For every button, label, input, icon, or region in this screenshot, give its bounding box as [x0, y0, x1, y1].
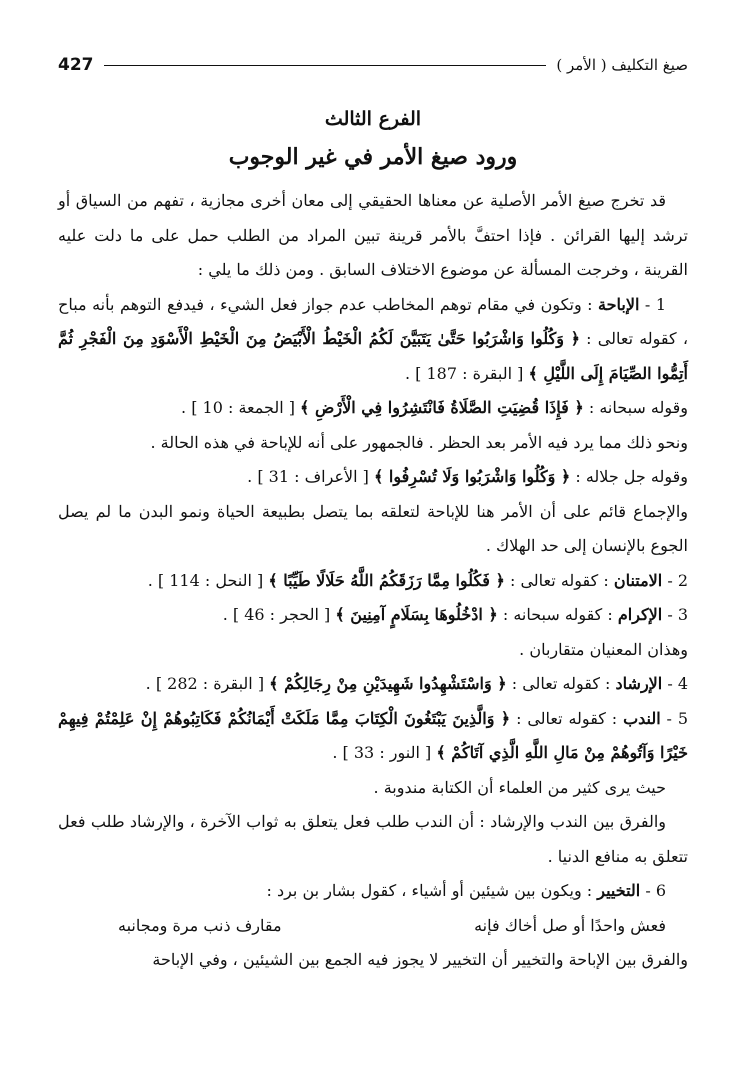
item-term: الإرشاد [615, 674, 663, 693]
verse-reference: [ الجمعة : 10 ] . [181, 398, 301, 417]
item-irshad [58, 667, 688, 702]
quran-verse: ﴿ ادْخُلُوهَا بِسَلَامٍ آمِنِينَ ﴾ [335, 605, 498, 624]
item-number: 1 - [639, 294, 666, 314]
header-rule [104, 65, 547, 66]
poem-hemistich-first: فعش واحدًا أو صل أخاك فإنه [474, 915, 666, 935]
item-text: : كقوله تعالى : [504, 570, 614, 590]
item-term: الندب [623, 708, 661, 728]
quran-verse: ﴿ وَكُلُوا وَاشْرَبُوا وَلَا تُسْرِفُوا ﴾ [373, 467, 571, 486]
item-term: الامتنان [613, 570, 663, 590]
running-title: صيغ التكليف ( الأمر ) [556, 56, 688, 74]
intro-paragraph: قد تخرج صيغ الأمر الأصلية عن معناها الحقيقي إلى معان أخرى مجازية ، تفهم من السياق أو ترشد إليها القرائن . فإذا احتفَّ بالأمر قرينة تبين المراد من الطلب حمل على ما دلت عليه القرينة ، وخرجت المسألة عن موضوع الاختلاف السابق . ومن ذلك ما يلي : [58, 191, 688, 279]
running-header [58, 52, 688, 78]
poem-verse [58, 909, 688, 944]
quran-verse: ﴿ وَكُلُوا وَاشْرَبُوا حَتَّىٰ يَتَبَيَّنَ لَكُمُ الْخَيْطُ الْأَبْيَضُ مِنَ الْخَيْطِ الْأَسْوَدِ مِنَ الْفَجْرِ ثُمَّ أَتِمُّوا الصِّيَامَ إِلَى اللَّيْلِ ﴾ [58, 329, 688, 383]
item-text: وقوله جل جلاله : [570, 467, 688, 486]
item-number: 3 - [662, 605, 688, 624]
quran-verse: ﴿ وَاسْتَشْهِدُوا شَهِيدَيْنِ مِنْ رِجَالِكُمْ ﴾ [269, 674, 507, 693]
section-title: ورود صيغ الأمر في غير الوجوب [228, 144, 518, 170]
item-imtinan [58, 564, 688, 599]
poem-hemistich-second: مقارف ذنب مرة ومجانبه [118, 915, 282, 935]
quran-verse: ﴿ وَالَّذِينَ يَبْتَغُونَ الْكِتَابَ مِمَّا مَلَكَتْ أَيْمَانُكُمْ فَكَاتِبُوهُمْ إِنْ عَلِمْتُمْ فِيهِمْ خَيْرًا وَآتُوهُمْ مِنْ مَالِ اللَّهِ الَّذِي آتَاكُمْ ﴾ [58, 708, 688, 762]
paragraph-ijma: والإجماع قائم على أن الأمر هنا للإباحة لتعلقه بما يتصل بطبيعة الحياة ونمو البدن ما لم يصل الجوع بالإنسان إلى حد الهلاك . [58, 501, 688, 555]
paragraph-note-muqarib: وهذان المعنيان متقاربان . [519, 639, 688, 659]
item-term: التخيير [597, 881, 641, 900]
paragraph-jumua [58, 391, 688, 426]
item-number: 5 - [660, 708, 689, 728]
item-ikram [58, 598, 688, 633]
paragraph-note-kitaba: حيث يرى كثير من العلماء أن الكتابة مندوبة . [373, 777, 666, 797]
verse-reference: [ النور : 33 ] . [332, 743, 437, 762]
paragraph-farq-takhyir: والفرق بين الإباحة والتخيير أن التخيير لا يجوز فيه الجمع بين الشيئين ، وفي الإباحة [152, 950, 688, 969]
item-text: : كقوله تعالى : [510, 708, 624, 728]
item-text: : كقوله سبحانه : [497, 605, 618, 624]
verse-reference: [ النحل : 114 ] . [147, 570, 269, 590]
verse-reference: [ الأعراف : 31 ] . [247, 467, 374, 486]
verse-reference: [ الحجر : 46 ] . [222, 605, 336, 624]
item-text: : كقوله تعالى : [506, 674, 616, 693]
item-term: الإباحة [598, 294, 640, 314]
verse-reference: [ البقرة : 187 ] . [404, 363, 529, 383]
item-text: وقوله سبحانه : [583, 398, 688, 417]
section-heading: الفرع الثالث [324, 108, 422, 130]
quran-verse: ﴿ فَكُلُوا مِمَّا رَزَقَكُمُ اللَّهُ حَلَالًا طَيِّبًا ﴾ [268, 570, 505, 590]
item-number: 2 - [662, 570, 688, 590]
item-takhyir [58, 874, 688, 909]
paragraph-note-hazr: ونحو ذلك مما يرد فيه الأمر بعد الحظر . فالجمهور على أنه للإباحة في هذه الحالة . [150, 432, 688, 452]
item-ibaha [58, 288, 688, 392]
paragraph-farq-nadb: والفرق بين الندب والإرشاد : أن الندب طلب فعل يتعلق به ثواب الآخرة ، والإرشاد طلب فعل تتعلق به منافع الدنيا . [58, 812, 688, 866]
item-number: 4 - [662, 674, 688, 693]
item-text: : وتكون في مقام توهم المخاطب عدم جواز فعل الشيء ، فيدفع التوهم بأنه مباح ، كقوله تعالى : [58, 294, 689, 348]
item-nadb [58, 702, 688, 771]
quran-verse: ﴿ فَإِذَا قُضِيَتِ الصَّلَاةُ فَانْتَشِرُوا فِي الْأَرْضِ ﴾ [300, 398, 584, 417]
item-term: الإكرام [617, 605, 663, 624]
page-number: 427 [58, 55, 94, 75]
item-number: 6 - [640, 881, 666, 900]
verse-reference: [ البقرة : 282 ] . [145, 674, 270, 693]
paragraph-araf [58, 460, 688, 495]
item-text: : ويكون بين شيئين أو أشياء ، كقول بشار بن برد : [266, 881, 598, 900]
